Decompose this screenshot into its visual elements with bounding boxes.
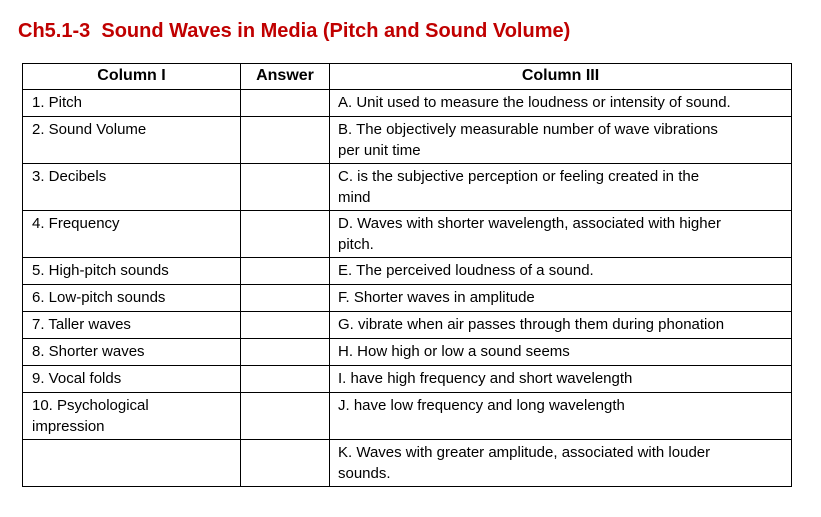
table-row [23, 366, 792, 393]
definition-cell: K. Waves with greater amplitude, associated with louder sounds. [330, 440, 792, 487]
table-row [23, 440, 792, 487]
answer-cell[interactable] [241, 339, 330, 366]
term-cell [23, 440, 241, 487]
answer-cell[interactable] [241, 366, 330, 393]
term-cell: 3. Decibels [23, 164, 241, 211]
table-row [23, 339, 792, 366]
answer-cell[interactable] [241, 312, 330, 339]
answer-cell[interactable] [241, 211, 330, 258]
definition-cell: B. The objectively measurable number of wave vibrations per unit time [330, 117, 792, 164]
table-row [23, 285, 792, 312]
definition-cell: A. Unit used to measure the loudness or intensity of sound. [330, 90, 792, 117]
column3-header: Column III [330, 64, 792, 90]
definition-cell: G. vibrate when air passes through them during phonation [330, 312, 792, 339]
term-cell: 1. Pitch [23, 90, 241, 117]
header-row [23, 64, 792, 90]
term-cell: 6. Low-pitch sounds [23, 285, 241, 312]
definition-cell: J. have low frequency and long wavelength [330, 393, 792, 440]
term-cell: 9. Vocal folds [23, 366, 241, 393]
matching-table [22, 63, 792, 487]
answer-cell[interactable] [241, 164, 330, 211]
term-cell: 5. High-pitch sounds [23, 258, 241, 285]
answer-cell[interactable] [241, 90, 330, 117]
page-title: Ch5.1-3 Sound Waves in Media (Pitch and Sound Volume) [18, 20, 571, 42]
table-row [23, 312, 792, 339]
answer-cell[interactable] [241, 258, 330, 285]
term-cell: 7. Taller waves [23, 312, 241, 339]
answer-cell[interactable] [241, 440, 330, 487]
answer-cell[interactable] [241, 285, 330, 312]
table-row [23, 117, 792, 164]
definition-cell: F. Shorter waves in amplitude [330, 285, 792, 312]
definition-cell: I. have high frequency and short wavelength [330, 366, 792, 393]
answer-cell[interactable] [241, 117, 330, 164]
table-row [23, 164, 792, 211]
definition-cell: D. Waves with shorter wavelength, associated with higher pitch. [330, 211, 792, 258]
answer-cell[interactable] [241, 393, 330, 440]
table-row [23, 211, 792, 258]
definition-cell: H. How high or low a sound seems [330, 339, 792, 366]
table-row [23, 258, 792, 285]
table-row [23, 90, 792, 117]
definition-cell: C. is the subjective perception or feeling created in the mind [330, 164, 792, 211]
term-cell: 8. Shorter waves [23, 339, 241, 366]
column1-header: Column I [23, 64, 241, 90]
term-cell: 4. Frequency [23, 211, 241, 258]
term-cell: 2. Sound Volume [23, 117, 241, 164]
table-row [23, 393, 792, 440]
definition-cell: E. The perceived loudness of a sound. [330, 258, 792, 285]
answer-header: Answer [241, 64, 330, 90]
term-cell: 10. Psychological impression [23, 393, 241, 440]
